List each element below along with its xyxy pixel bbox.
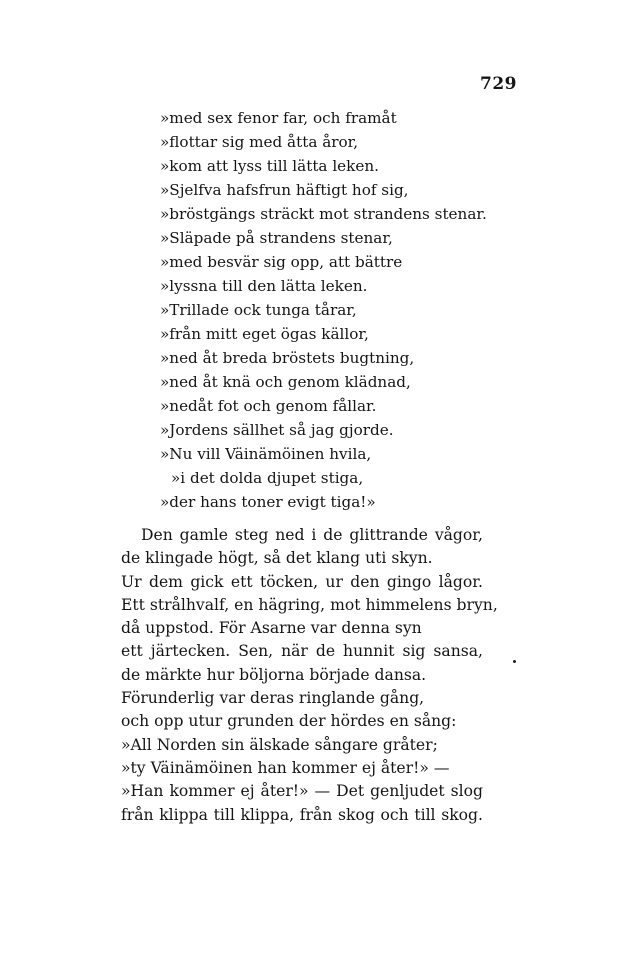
verse-line: »bröstgängs sträckt mot strandens stenar.	[160, 205, 487, 223]
ink-speck	[513, 660, 516, 663]
stanza-line: »ty Väinämöinen han kommer ej åter!» —	[121, 758, 450, 777]
verse-line: »kom att lyss till lätta leken.	[160, 157, 379, 175]
verse-line: »ned åt knä och genom klädnad,	[160, 373, 411, 391]
stanza-block	[121, 524, 498, 827]
stanza-line: Ett strålhvalf, en hägring, mot himmelens bryn,	[121, 595, 498, 614]
verse-line: »Sjelfva hafsfrun häftigt hof sig,	[160, 181, 409, 199]
verse-line: »Jordens sällhet så jag gjorde.	[160, 421, 394, 439]
verse-line: »flottar sig med åtta åror,	[160, 133, 359, 151]
stanza-line: Förunderlig var deras ringlande gång,	[121, 689, 425, 708]
stanza-line: »All Norden sin älskade sångare gråter;	[121, 735, 438, 754]
page-number: 729	[480, 74, 517, 94]
stanza-line: de märkte hur böljorna började dansa.	[121, 665, 427, 684]
stanza-line: från klippa till klippa, från skog och till skog.	[121, 805, 483, 824]
stanza-line: ett järtecken. Sen, när de hunnit sig sansa,	[121, 642, 483, 661]
verse-line: »från mitt eget ögas källor,	[160, 325, 369, 343]
stanza-line: och opp utur grunden der hördes en sång:	[121, 712, 457, 731]
stanza-line: de klingade högt, så det klang uti skyn.	[121, 549, 433, 568]
stanza-line: Ur dem gick ett töcken, ur den gingo lågor.	[121, 572, 483, 591]
verse-line: »Nu vill Väinämöinen hvila,	[160, 445, 372, 463]
verse-line: »nedåt fot och genom fållar.	[160, 397, 377, 415]
stanza-line: »Han kommer ej åter!» — Det genljudet slog	[121, 782, 483, 801]
stanza-line: Den gamle steg ned i de glittrande vågor,	[141, 526, 483, 544]
verse-line: »med sex fenor far, och framåt	[160, 109, 397, 127]
stanza-line: då uppstod. För Asarne var denna syn	[121, 619, 422, 638]
verse-line: »lyssna till den lätta leken.	[160, 277, 368, 295]
verse-line: »ned åt breda bröstets bugtning,	[160, 349, 415, 367]
verse-line: »med besvär sig opp, att bättre	[160, 253, 403, 271]
verse-line: »der hans toner evigt tiga!»	[160, 493, 376, 511]
verse-line: »Släpade på strandens stenar,	[160, 229, 393, 247]
verse-line: »i det dolda djupet stiga,	[171, 469, 364, 487]
verse-block	[160, 106, 487, 514]
verse-line: »Trillade ock tunga tårar,	[160, 301, 357, 319]
